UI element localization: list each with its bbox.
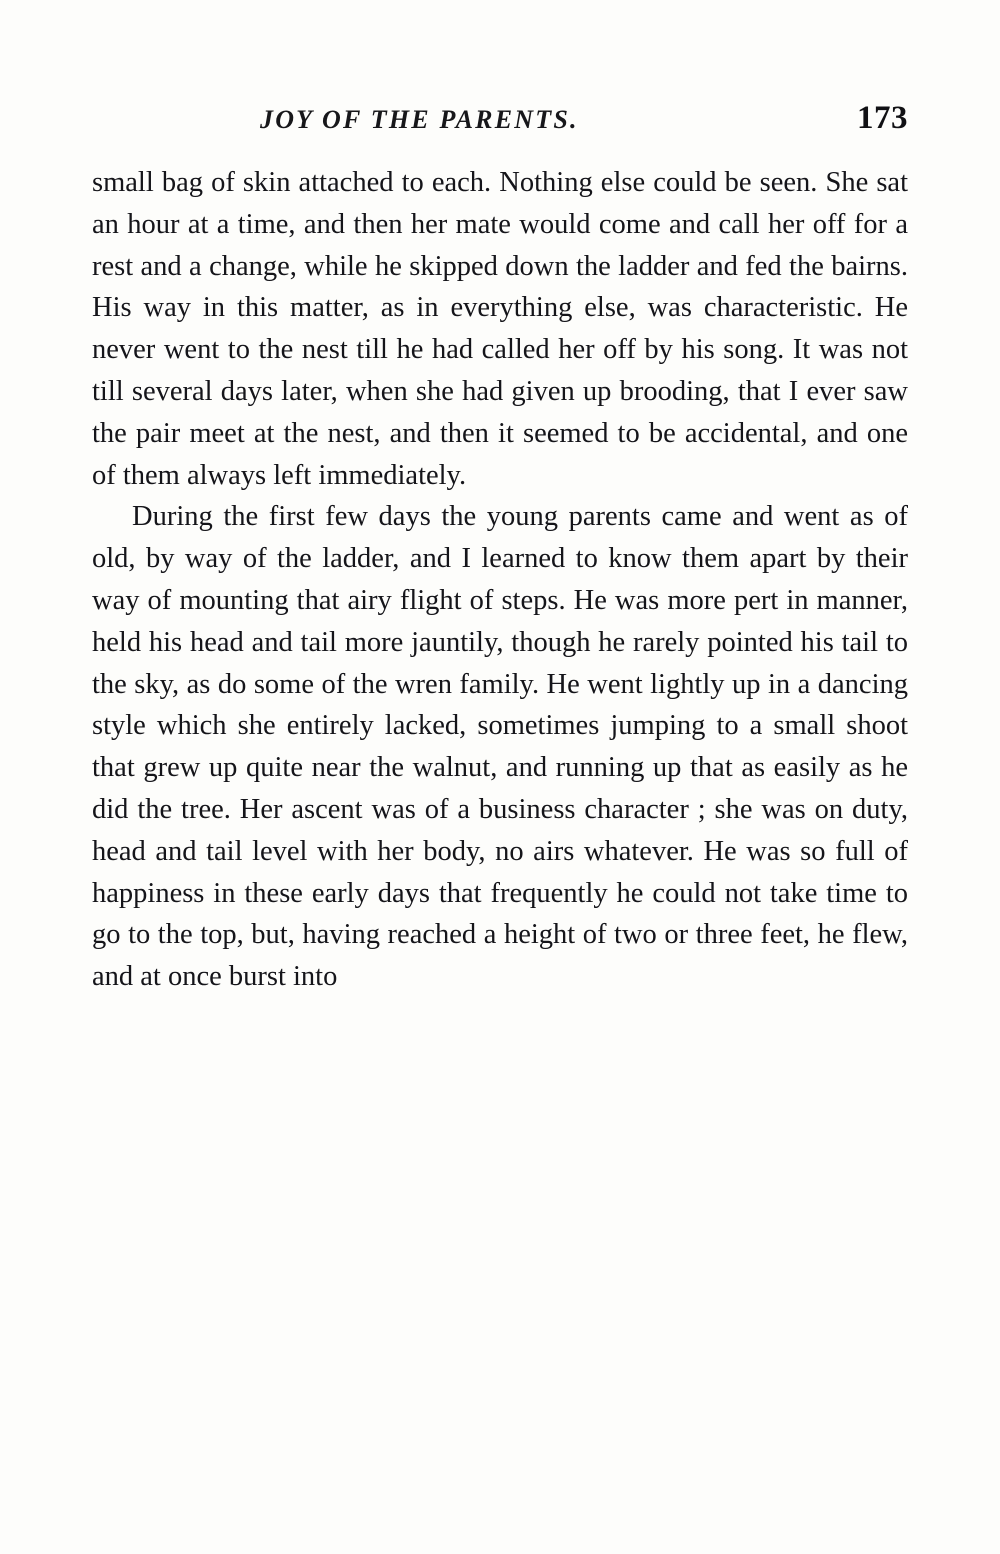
running-head-title: JOY OF THE PARENTS. [260, 105, 579, 134]
paragraph: small bag of skin attached to each. Nothing else could be seen. She sat an hour at a time, and then her mate would come and call her off for a rest and a change, while he skipped down the ladder and fed the bairns. His way in this matter, as in everything else, was characteristic. He never went to the nest till he had called her off by his song. It was not till several days later, when she had given up brooding, that I ever saw the pair meet at the nest, and then it seemed to be accidental, and one of them always left immediately. [92, 167, 908, 491]
paragraph: During the first few days the young parents came and went as of old, by way of the ladder, and I learned to know them apart by their way of mounting that airy flight of steps. He was more pert in manner, held his head and tail more jauntily, though he rarely pointed his tail to the sky, as do some of the wren family. He went lightly up in a dancing style which she entirely lacked, sometimes jumping to a small shoot that grew up quite near the walnut, and running up that as easily as he did the tree. Her ascent was of a business character ; she was on duty, head and tail level with her body, no airs whatever. He was so full of happiness in these early days that frequently he could not take time to go to the top, but, having reached a height of two or three feet, he flew, and at once burst into [92, 501, 908, 993]
running-head [92, 100, 908, 142]
body-text [92, 162, 908, 998]
page-number: 173 [857, 100, 908, 136]
